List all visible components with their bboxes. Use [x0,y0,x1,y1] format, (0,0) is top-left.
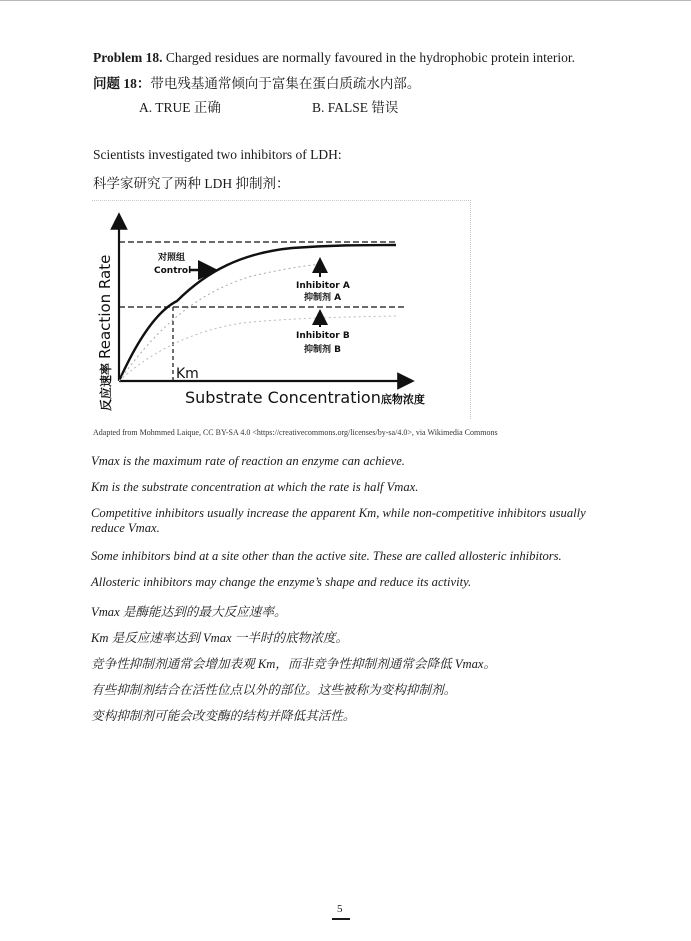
intro-zh: 科学家研究了两种 LDH 抑制剂： [93,176,290,191]
problem-label: Problem 18. [93,50,163,65]
label-inhibitor-a-en: Inhibitor A [296,281,350,291]
paragraph-competitive-zh: 竞争性抑制剂通常会增加表观 Km，而非竞争性抑制剂通常会降低 Vmax。 [91,657,497,671]
label-control-zh: 对照组 [158,253,186,263]
inhibitor-a-curve [119,264,322,381]
intro-en: Scientists investigated two inhibitors of LDH: [93,147,342,162]
inhibitor-b-curve [119,316,396,381]
label-inhibitor-a-zh: 抑制剂 A [304,293,342,303]
paragraph-allosteric-shape-en: Allosteric inhibitors may change the enzyme’s shape and reduce its activity. [91,575,472,589]
image-credit: Adapted from Mohmmed Laique, CC BY-SA 4.0 <https://creativecommons.org/licenses/by-sa/4.0>, via Wikimedia Commons [93,428,498,437]
label-inhibitor-b-zh: 抑制剂 B [304,345,341,355]
problem-label-zh: 问题 18： [93,76,151,91]
option-b[interactable]: B. FALSE 错误 [312,100,399,115]
kinetics-diagram [92,201,470,419]
problem-statement-en [93,50,575,66]
label-control-en: Control [154,266,192,276]
paragraph-allosteric-zh: 有些抑制剂结合在活性位点以外的部位。这些被称为变构抑制剂。 [91,683,457,697]
problem-text: Charged residues are normally favoured in the hydrophobic protein interior. [162,50,576,65]
scan-top-edge [0,0,691,1]
label-km: Km [176,366,199,382]
option-a[interactable]: A. TRUE 正确 [139,100,221,115]
problem-text-zh: 带电残基通常倾向于富集在蛋白质疏水内部。 [150,76,421,91]
paragraph-km-en: Km is the substrate concentration at which the rate is half Vmax. [91,480,419,494]
x-axis-label: Substrate Concentration底物浓度 [185,388,425,407]
paragraph-vmax-en: Vmax is the maximum rate of reaction an enzyme can achieve. [91,454,405,468]
page-number-underline [332,918,350,920]
enzyme-kinetics-figure [92,200,471,419]
paragraph-vmax-zh: Vmax 是酶能达到的最大反应速率。 [91,605,287,619]
y-axis-label: 反应速率Reaction Rate [96,254,114,411]
problem-statement-zh [93,72,420,92]
page-number: 5 [337,903,343,915]
paragraph-km-zh: Km 是反应速率达到 Vmax 一半时的底物浓度。 [91,631,349,645]
paragraph-competitive-en: Competitive inhibitors usually increase the apparent Km, while non-competitive inhibitors usually reduce Vmax. [91,506,586,535]
paragraph-allosteric-en: Some inhibitors bind at a site other than the active site. These are called allosteric inhibitors. [91,549,562,563]
label-inhibitor-b-en: Inhibitor B [296,331,350,341]
paragraph-allosteric-shape-zh: 变构抑制剂可能会改变酶的结构并降低其活性。 [91,709,356,723]
